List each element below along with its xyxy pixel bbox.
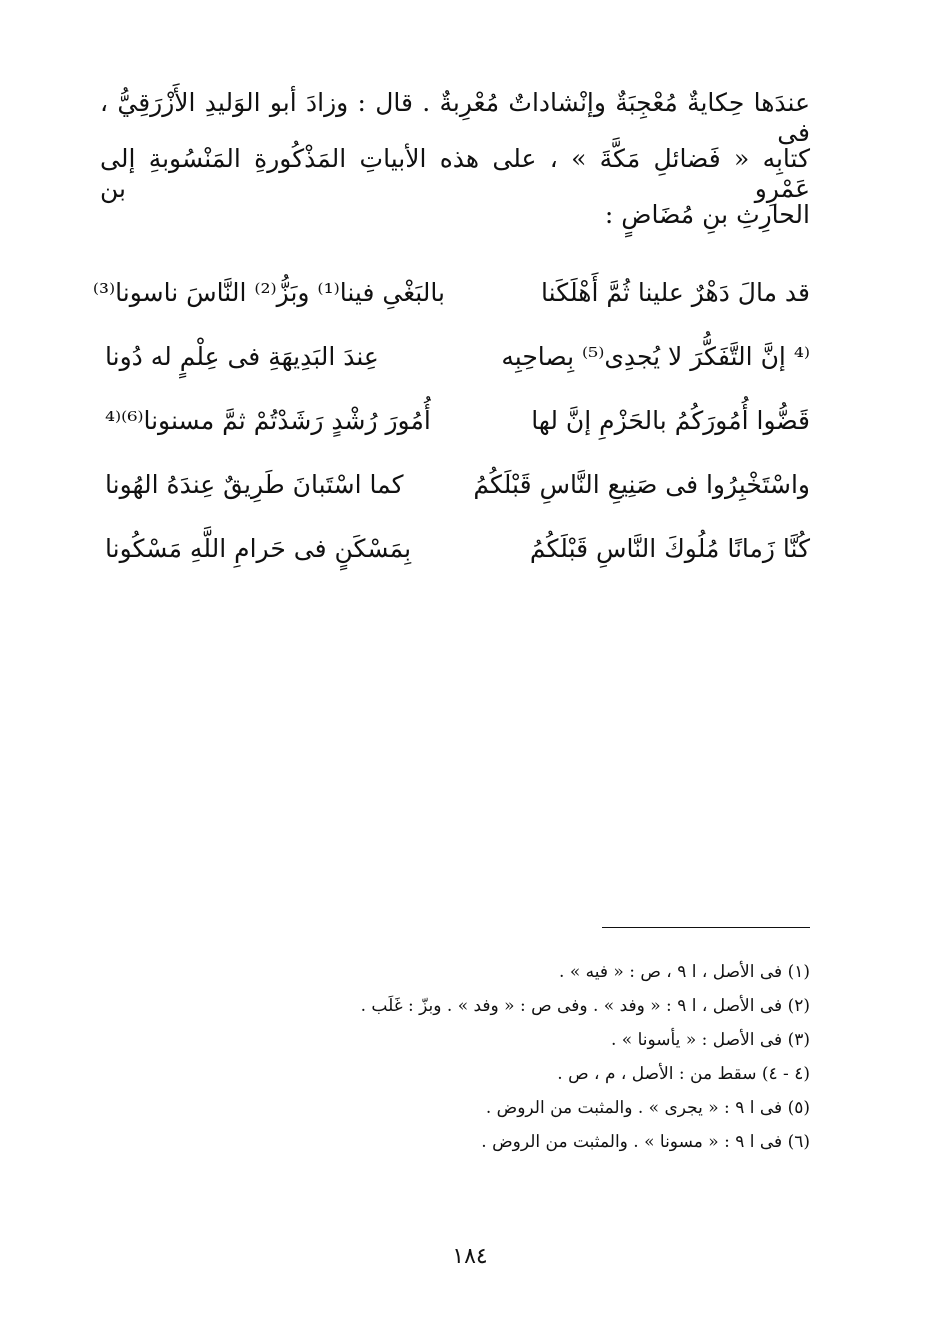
prose-line: كتابِه « فَضائلِ مَكَّةَ » ، على هذه الأبياتِ المَذْكُورةِ المَنْسُوبةِ إلى عَمْرِو بن bbox=[100, 144, 810, 203]
verse-second-hemistich: بِمَسْكَنٍ فى حَرامِ اللَّهِ مَسْكُونا bbox=[105, 533, 412, 563]
verse-second-hemistich: كما اسْتَبانَ طَرِيقٌ عِندَهُ الهُونا bbox=[105, 469, 404, 499]
page-number: ١٨٤ bbox=[452, 1244, 488, 1269]
verse-second-hemistich: أُمُورَ رُشْدٍ رَشَدْتُمْ ثمَّ مسنونا⁽⁶⁾⁽⁴ bbox=[105, 405, 431, 435]
footnote: (٥) فى ا ٩ : « يجرى » . والمثبت من الروض . bbox=[485, 1098, 810, 1118]
verse-second-hemistich: عِندَ البَدِيهَةِ فى عِلْمٍ له دُونا bbox=[105, 341, 379, 371]
prose-line: الحارِثِ بنِ مُضَاضٍ : bbox=[604, 200, 810, 229]
verse-line bbox=[105, 324, 810, 388]
footnote: (١) فى الأصل ، ا ٩ ، ص : « فيه » . bbox=[559, 962, 810, 982]
verse-first-hemistich: واسْتَخْبِرُوا فى صَنِيعِ النَّاسِ قَبْلَكُمُ bbox=[473, 469, 810, 499]
footnote: (٦) فى ا ٩ : « مسونا » . والمثبت من الروض . bbox=[481, 1132, 810, 1152]
verse-line bbox=[105, 452, 810, 516]
prose-line: عندَها حِكايةٌ مُعْجِبَةٌ وإنْشاداتٌ مُعْرِبةٌ . قال : وزادَ أبو الوَليدِ الأَزْرَقِيُّ ، فى bbox=[100, 88, 810, 147]
footnote: (٤ - ٤) سقط من : الأصل ، م ، ص . bbox=[557, 1064, 810, 1084]
footnote-divider bbox=[602, 927, 810, 928]
footnote: (٣) فى الأصل : « يأسونا » . bbox=[610, 1030, 810, 1050]
verse-line bbox=[105, 516, 810, 580]
verse-line bbox=[105, 388, 810, 452]
verse-second-hemistich: بالبَغْىِ فينا⁽¹⁾ وبَزُّ⁽²⁾ النَّاسَ ناسونا⁽³⁾ bbox=[92, 277, 445, 307]
verse-first-hemistich: ⁽⁴ إنَّ التَّفَكُّرَ لا يُجدِى⁽⁵⁾ بِصاحِبِه bbox=[501, 341, 810, 371]
verse-first-hemistich: قد مالَ دَهْرٌ علينا ثُمَّ أَهْلَكَنا bbox=[541, 277, 810, 307]
verse-first-hemistich: قَضُّوا أُمُورَكُمُ بالحَزْمِ إنَّ لها bbox=[531, 405, 810, 435]
footnote: (٢) فى الأصل ، ا ٩ : « وفد » . وفى ص : « وفد » . وبزّ : غَلَب . bbox=[360, 996, 810, 1016]
footnotes bbox=[300, 955, 810, 1159]
verse-first-hemistich: كُنَّا زَمانًا مُلُوكَ النَّاسِ قَبْلَكُمُ bbox=[529, 533, 810, 563]
verse-line bbox=[92, 260, 810, 324]
poem bbox=[92, 260, 810, 580]
